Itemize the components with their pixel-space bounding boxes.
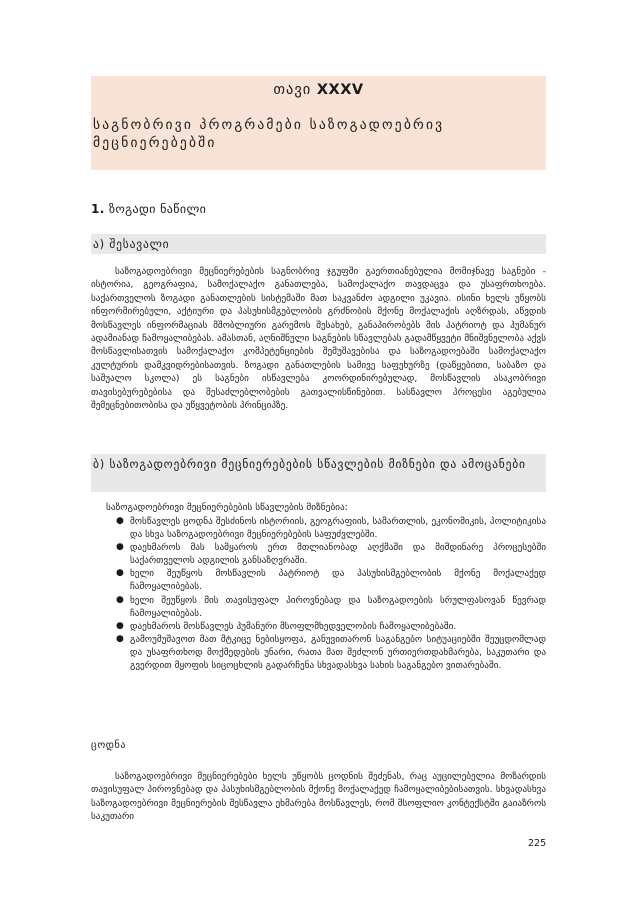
section-heading	[91, 202, 206, 216]
chapter-header	[91, 76, 546, 170]
list-item: ● ხელი შეუწყოს მოსწავლის პატრიოტ და პასუხისმგებლობის მქონე მოქალაქედ ჩამოყალიბებას.	[116, 568, 546, 593]
list-item: ● გამოუმუშავოთ მათ მტკიცე ნებისყოფა, განუვითარონ საგანგებო სიტუაციებში შეუცდომლად და უსაფრთხოდ მოქმედების უნარი, რათა მათ შეძლონ ურთიერთდახმარება, საკუთარი და გვერდით მყოფის სიცოცხლის გადარჩენა სხვადასხვა სახის საგანგებო ვითარებაში.	[116, 633, 546, 672]
chapter-subtitle: საგნობრივი პროგრამები საზოგადოებრივ მეცნიერებებში	[93, 117, 445, 151]
subsection-b-heading	[91, 454, 546, 492]
section-title: ზოგადი ნაწილი	[108, 202, 207, 216]
knowledge-heading: ცოდნა	[91, 740, 127, 751]
list-item: ● ხელი შეუწყოს მის თავისუფალ პიროვნებად და საზოგადოების სრულფასოვან წევრად ჩამოყალიბებას.	[116, 594, 546, 619]
page-number: 225	[528, 838, 547, 849]
goals-lead: საზოგადოებრივი მეცნიერებების სწავლების მიზნებია:	[106, 502, 348, 513]
bullet-icon: ●	[116, 516, 124, 526]
chapter-number: XXXV	[316, 82, 364, 98]
knowledge-paragraph-text: საზოგადოებრივი მეცნიერებები ხელს უწყობს ცოდნის შეძენას, რაც აუცილებელია მოზარდის თავისუფალ პიროვნებად და პასუხისმგებლობის მქონე მოქალაქედ ჩამოყალიბებისათვის. სხვადასხვა საზოგადოებრივი მეცნიერების შესწავლა ეხმარება მოსწავლეს, რომ მსოფლიო კონტექსტში გაიაზროს საკუთარი	[91, 771, 546, 823]
bullet-icon: ●	[116, 568, 124, 579]
intro-paragraph	[91, 265, 546, 412]
list-item: ● დაეხმაროს მოსწავლეს ჰუმანური მსოფლმხედველობის ჩამოყალიბებაში.	[116, 620, 457, 632]
chapter-label: თავი	[273, 82, 312, 98]
bullet-icon: ●	[116, 620, 124, 631]
goals-list	[116, 515, 546, 672]
list-item: ● მოსწავლეს ცოდნა შესძინოს ისტორიის, გეოგრაფიის, სამართლის, ეკონომიკის, პოლიტიკისა და სხვა საზოგადოებრივი მეცნიერებების საფუძვლებში.	[116, 516, 546, 541]
bullet-icon: ●	[116, 633, 124, 644]
subsection-a-heading	[91, 234, 546, 254]
subsection-a-title: შესავალი	[109, 237, 170, 251]
subsection-a-label: ა)	[93, 237, 105, 251]
section-number: 1.	[91, 202, 105, 216]
chapter-title	[91, 82, 546, 98]
list-item: ● დაეხმაროს მას სამყაროს ერთ მთლიანობად აღქმაში და მიმდინარე პროცესებში საქართველოს ადგილის განსაზღვრაში.	[116, 542, 546, 567]
knowledge-paragraph	[91, 770, 546, 824]
intro-paragraph-text: საზოგადოებრივი მეცნიერებების საგნობრივ ჯგუფში გაერთიანებულია მომიჯნავე საგნები - ისტორია, გეოგრაფია, სამოქალაქო განათლება, სამოქალაქო თავდაცვა და უსაფრთხოება. საქართველოს ზოგადი განათლების სისტემაში მათ საკვანძო ადგილი უკავია. ისინი ხელს უწყობს ინფორმირებული, აქტიური და პასუხისმგებლობის გრძნობის მქონე მოქალაქის აღზრდას, აწვდის მოსწავლეს ინფორმაციას მშობლიური გარემოს შესახებ, განაპირობებს მის პატრიოტ და ჰუმანურ ადამიანად ჩამოყალიბებას. ამასთან, აღნიშნული საგნების სწავლებას გადამწყვეტი მნიშვნელობა აქვს მოსწავლისათვის სამოქალაქო კომპეტენციების შემუშავებისა და საზოგადოებაში სამოქალაქო კულტურის დამკვიდრებისათვის. ზოგადი განათლების სამივე საფეხურზე (დაწყებითი, საბაზო და საშუალო სკოლა) ეს საგნები ისწავლება კოორდინირებულად, მოსწავლის ასაკობრივი თავისებურებებისა და შესაძლებლობების გათვალისწინებით. სასწავლო პროცესი აგებულია შემეცნებითობისა და უწყვეტობის პრინციპზე.	[91, 266, 546, 412]
subsection-b-label: ბ)	[93, 457, 106, 471]
subsection-b-title: საზოგადოებრივი მეცნიერებების სწავლების მიზნები და ამოცანები	[109, 457, 526, 471]
bullet-icon: ●	[116, 542, 124, 553]
bullet-icon: ●	[116, 594, 124, 605]
